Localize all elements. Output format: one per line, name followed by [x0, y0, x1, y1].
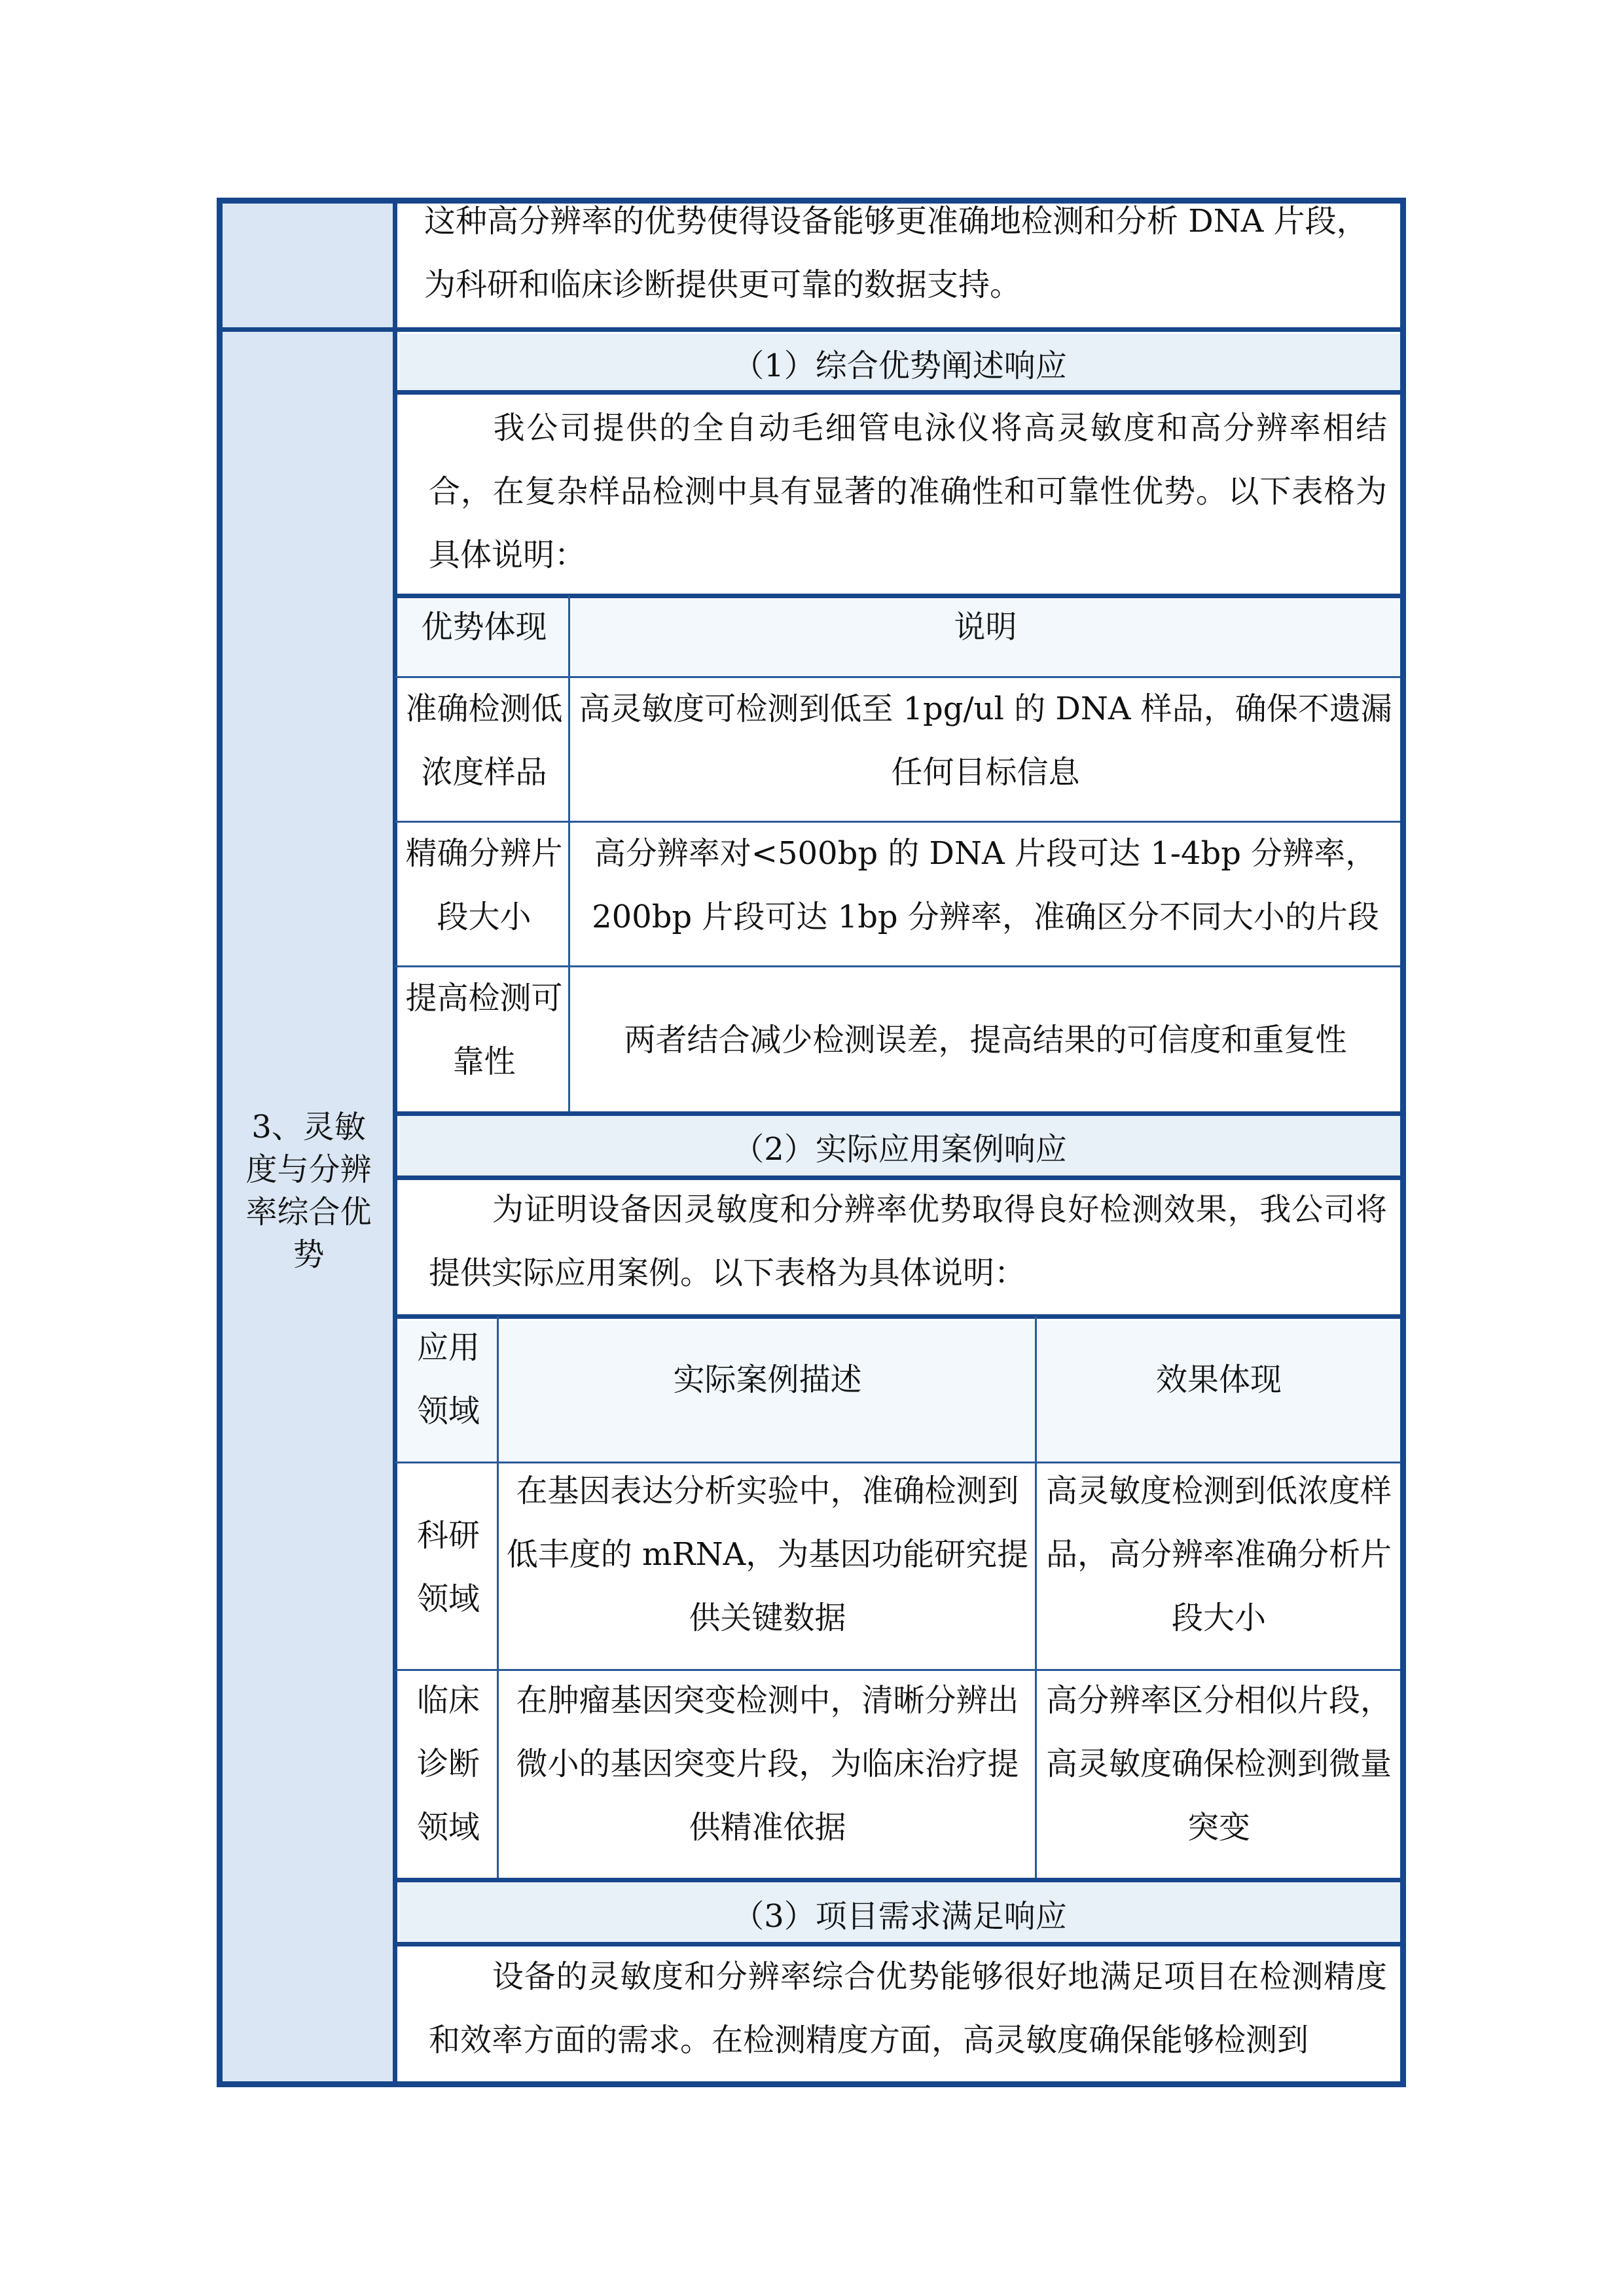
table2-row1-col3: 高灵敏度检测到低浓度样品，高分辨率准确分析片段大小 — [1045, 1473, 1392, 1636]
section1-title: （1）综合优势阐述响应 — [399, 334, 1400, 392]
table2-header-col3: 效果体现 — [1155, 1361, 1282, 1398]
table1-header-col1: 优势体现 — [421, 609, 547, 645]
table2-header-col1: 应用领域 — [416, 1329, 480, 1429]
left-label: 3、灵敏度与分辨率综合优势 — [245, 1109, 372, 1273]
table2-row1-col1: 科研领域 — [416, 1517, 480, 1617]
table1-header-col2: 说明 — [954, 609, 1017, 645]
section2-title: （2）实际应用案例响应 — [399, 1116, 1400, 1177]
table1-row2-col2: 高分辨率对<500bp 的 DNA 片段可达 1-4bp 分辨率，200bp 片段可达 1bp 分辨率，准确区分不同大小的片段 — [592, 835, 1379, 935]
section3-paragraph-text: 设备的灵敏度和分辨率综合优势能够很好地满足项目在检测精度和效率方面的需求。在检测精度方面，高灵敏度确保能够检测到 — [429, 1958, 1387, 2058]
table1-row3-col2: 两者结合减少检测误差，提高结果的可信度和重复性 — [624, 1021, 1347, 1058]
table-frame — [217, 198, 1406, 2087]
table2-row2-col1: 临床诊断领域 — [416, 1682, 480, 1846]
table1-row3-col1: 提高检测可靠性 — [405, 980, 563, 1080]
table2-header-col2: 实际案例描述 — [673, 1361, 862, 1398]
section2-paragraph-text: 为证明设备因灵敏度和分辨率优势取得良好检测效果，我公司将提供实际应用案例。以下表格为具体说明： — [429, 1191, 1387, 1291]
table2-row1-col2: 在基因表达分析实验中，准确检测到低丰度的 mRNA，为基因功能研究提供关键数据 — [506, 1473, 1029, 1636]
section1-paragraph-text: 我公司提供的全自动毛细管电泳仪将高灵敏度和高分辨率相结合，在复杂样品检测中具有显著的准确性和可靠性优势。以下表格为具体说明： — [429, 410, 1387, 573]
section3-title: （3）项目需求满足响应 — [399, 1883, 1400, 1944]
table2-row2-col3: 高分辨率区分相似片段，高灵敏度确保检测到微量突变 — [1045, 1682, 1392, 1846]
table1-row1-col2: 高灵敏度可检测到低至 1pg/ul 的 DNA 样品，确保不遗漏任何目标信息 — [579, 691, 1392, 791]
table1-row2-col1: 精确分辨片段大小 — [405, 835, 563, 935]
row1-text: 这种高分辨率的优势使得设备能够更准确地检测和分析 DNA 片段，为科研和临床诊断提供更可靠的数据支持。 — [424, 203, 1368, 303]
table1-row1-col1: 准确检测低浓度样品 — [405, 691, 563, 791]
table2-row2-col2: 在肿瘤基因突变检测中，清晰分辨出微小的基因突变片段，为临床治疗提供精准依据 — [516, 1682, 1019, 1846]
